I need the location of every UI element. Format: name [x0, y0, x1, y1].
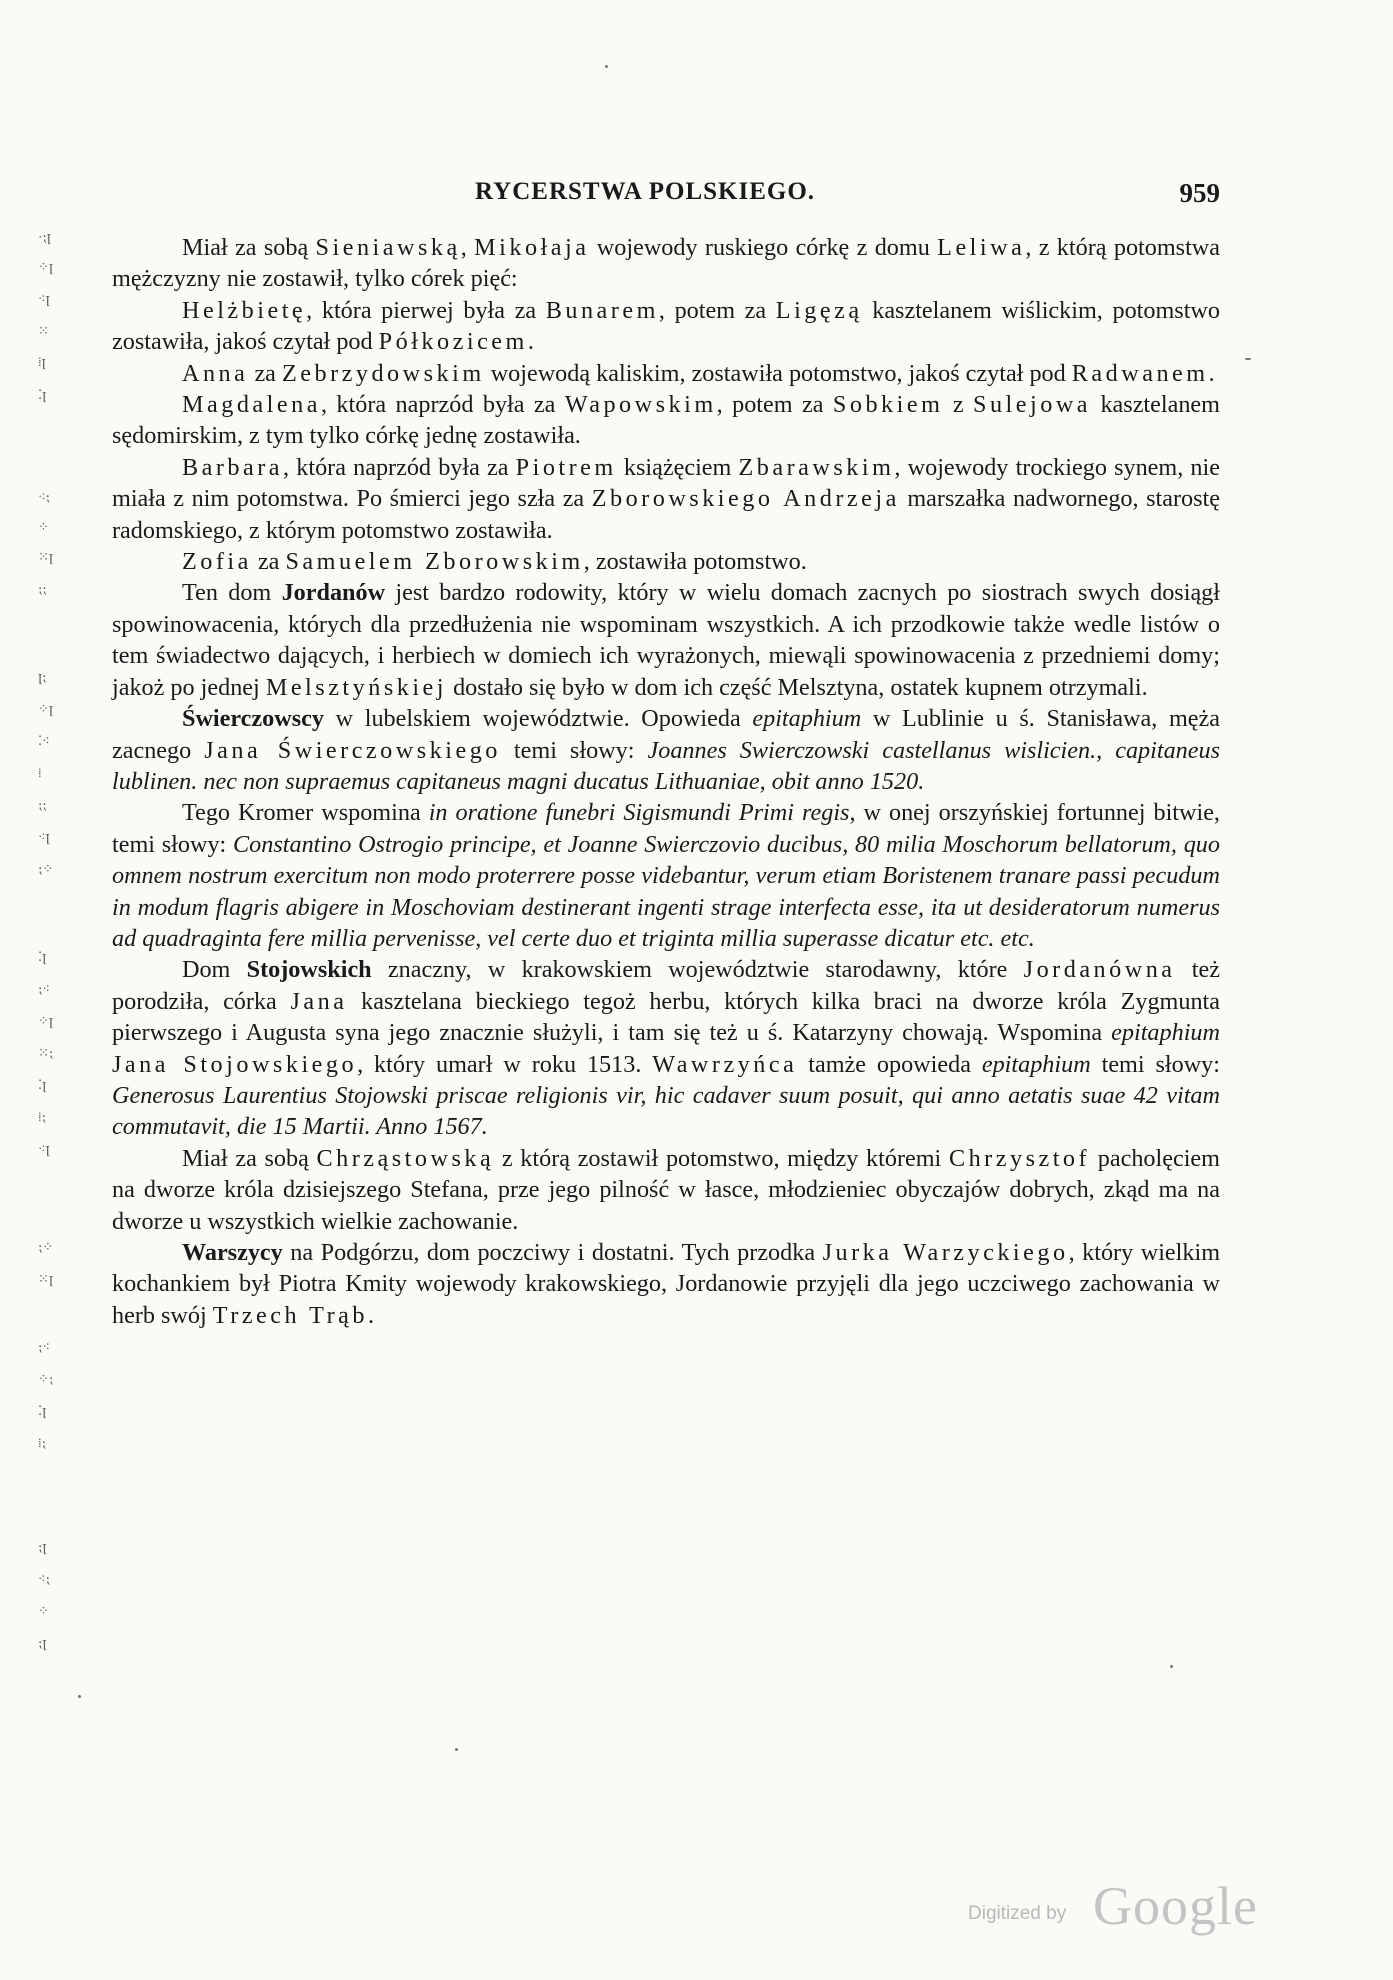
italic-text: Joannes Swierczowski castellanus wislicien., capitaneus lublinen. nec non supraemus capitaneus magni ducatus Lithuaniae, obit anno 1520. [112, 736, 1221, 795]
text-run: dostało się było w dom ich część Melsztyna, ostatek kupnem otrzymali. [447, 673, 1148, 701]
text-run: , która naprzód była za [320, 391, 565, 419]
running-header [110, 178, 1220, 218]
text-run: temi słowy: [500, 736, 648, 764]
running-title: RYCERSTWA POLSKIEGO. [475, 178, 816, 205]
paragraph [112, 232, 1220, 295]
bold-name: Warszycy [182, 1239, 283, 1266]
text-run: znaczny, w krakowskiem województwie starodawny, które [371, 956, 1024, 984]
spaced-name: Ligęzą [775, 296, 863, 324]
italic-text: epitaphium [981, 1050, 1091, 1078]
text-run: , która naprzód była za [283, 453, 516, 481]
spaced-name: Zbarawskim [738, 453, 895, 481]
text-run: w Lublinie u ś. Stanisława, męża zacnego [112, 705, 1220, 764]
italic-text: epitaphium [752, 705, 862, 733]
text-run: temi słowy: [1090, 1050, 1221, 1078]
text-run: za [248, 359, 282, 387]
paragraph [112, 546, 1220, 577]
paragraph [112, 389, 1220, 452]
spaced-name: Barbara [182, 453, 284, 481]
google-logo: Google [1093, 1876, 1258, 1936]
paragraph [112, 452, 1220, 546]
spaced-name: Trzech Trąb [212, 1301, 368, 1329]
italic-text: Constantino Ostrogio principe, et Joanne Swierczovio ducibus, 80 milia Moschorum bellatorum, quo omnem nostrum exercitum non modo proterrere posse videbantur, verum etiam Boristenem tranare passi pecudum in modum flagris abigere in Moschoviam destinerant ingenti strage interfecta esse, ita ut desideratorum numerus ad quadraginta fere millia pervenisse, vel certe duo et triginta millia superasse dicatur etc. etc. [112, 830, 1220, 952]
text-run: . [1208, 359, 1215, 387]
text-run: , wojewody trockiego synem, nie miała z nim potomstwa. Po śmierci jego szła za [112, 453, 1220, 513]
paragraph [112, 1143, 1220, 1237]
spaced-name: Samuelem Zborowskim [285, 548, 584, 576]
text-run: tamże opowieda [797, 1050, 982, 1078]
text-run: kasztelanem wiślickim, potomstwo zostawiła, jakoś czytał pod [112, 296, 1220, 356]
paragraph [112, 295, 1220, 358]
spaced-name: Wawrzyńca [652, 1050, 798, 1078]
text-run: Tego Kromer wspomina [182, 799, 429, 827]
speck [78, 1695, 81, 1698]
text-run: marszałka nadwornego, starostę radomskiego, z którym potomstwo zostawiła. [112, 485, 1220, 544]
paragraph [112, 797, 1220, 954]
spaced-name: Jana [290, 987, 348, 1015]
text-run: , która pierwej była za [306, 296, 546, 324]
spaced-name: Chrzysztof [948, 1144, 1091, 1172]
spaced-name: Anna [182, 359, 249, 387]
paragraph [112, 358, 1220, 389]
speck [605, 65, 608, 68]
spaced-name: Zofia [182, 548, 252, 576]
spaced-name: Mikołaja [474, 234, 590, 261]
text-run: na Podgórzu, dom poczciwy i dostatni. Tych przodka [282, 1239, 823, 1266]
text-run: jest bardzo rodowity, który w wielu domach zacnych po siostrach swych dosiągł spowinowacenia, których dla przedłużenia nie wspominam wszystkich. A ich przodkowie także wedle listów o tem świadectwo dających, i herbiech w domiech ich wyrażonych, miewąli spowinowacenia z przedniemi domy; jakoż po jednej [112, 579, 1220, 701]
spaced-name: Magdalena [182, 391, 321, 419]
text-run: , w onej orszyńskiej fortunnej bitwie, temi słowy: [112, 799, 1220, 858]
text-run: kasztelanem sędomirskim, z tym tylko córkę jednę zostawiła. [112, 391, 1220, 450]
text-run: Miał za sobą [182, 234, 316, 261]
text-run: z [943, 391, 973, 419]
text-run: , potem za [658, 296, 776, 324]
paragraph [112, 703, 1220, 797]
text-run: z którą zostawił potomstwo, między któremi [494, 1144, 949, 1172]
digitization-watermark [968, 1867, 1278, 1937]
spaced-name: Zborowskiego Andrzeja [591, 485, 900, 513]
spaced-name: Półkozicem [378, 328, 528, 356]
text-run: wojewodą kaliskim, zostawiła potomstwo, jakoś czytał pod [484, 359, 1072, 387]
spaced-name: Piotrem [515, 453, 617, 481]
italic-text: epitaphium [1111, 1019, 1220, 1047]
text-run: , zostawiła potomstwo. [583, 548, 807, 576]
speck [1170, 1665, 1173, 1668]
text-run: też porodziła, córka [112, 956, 1220, 1015]
spaced-name: Chrząstowską [316, 1144, 495, 1172]
spaced-name: Sieniawską [315, 234, 461, 261]
text-run: . [527, 328, 534, 356]
text-run: , [460, 234, 475, 261]
digitized-by-label: Digitized by [968, 1903, 1067, 1924]
page-number: 959 [1179, 178, 1220, 208]
paragraph [112, 577, 1220, 703]
text-run: książęciem [616, 453, 739, 481]
text-run: za [251, 548, 286, 576]
bold-name: Stojowskich [246, 956, 372, 984]
spaced-name: Radwanem [1071, 359, 1209, 387]
text-run: , z którą potomstwa mężczyzny nie zostawił, tylko córek pięć: [112, 234, 1221, 293]
spaced-name: Zebrzydowskim [281, 359, 485, 387]
speck [455, 1748, 458, 1751]
spaced-name: Melsztyńskiej [265, 673, 448, 701]
paragraph [112, 1237, 1220, 1331]
spaced-name: Helżbietę [182, 296, 307, 324]
margin-bleed-through: ·⁏ꞁ ⁘ꞁ ⁖ꞁ ⁙ ⁞ꞁ ⁚ꞁ ⁖⁏ ⁘ ⁙ꞁ ⁏⁏ ꞁ⁏ ⁘ꞁ ⁚⁖ ⁞ ⁏⁏ ⁖ꞁ ⁏⁘ ⁚ꞁ ⁏⁖ ⁘ꞁ ⁙⁏ ⁚ꞁ ⁞⁏ ⁖ꞁ ⁏⁘ ⁙ꞁ ⁏⁖ ⁘⁏ ⁚ꞁ ⁞⁏ ⁏ꞁ ⁖⁏ ⁘ ⁏ꞁ [38, 229, 54, 1650]
text-run: w lubelskiem województwie. Opowieda [323, 705, 753, 733]
spaced-name: Jana Świerczowskiego [204, 736, 501, 764]
text-run: pacholęciem na dworze króla dzisiejszego Stefana, prze jego pilność w łasce, młodzieniec obyczajów dobrych, zkąd ma na dworze u wszystkich wielkie zachowanie. [112, 1144, 1220, 1235]
spaced-name: Bunarem [545, 296, 659, 324]
paragraph [112, 954, 1220, 1142]
text-run: wojewody ruskiego córkę z domu [589, 234, 938, 261]
spaced-name: Jurka Warzyckiego [822, 1239, 1069, 1266]
text-run: , który umarł w roku 1513. [357, 1050, 653, 1078]
spaced-name: Sobkiem [832, 391, 944, 419]
bold-name: Świerczowscy [182, 705, 324, 733]
text-run: kasztelana bieckiego tegoż herbu, których kilka braci na dworze króla Zygmunta pierwszego i Augusta syna jego znacznie służyli, i tam się też u ś. Katarzyny chowają. Wspomina [112, 987, 1220, 1047]
spaced-name: Jordanówna [1023, 956, 1176, 984]
text-run: , potem za [716, 391, 833, 419]
italic-text: in oratione funebri Sigismundi Primi regis [428, 799, 850, 827]
text-run: . [367, 1301, 375, 1329]
spaced-name: Jana Stojowskiego [112, 1050, 358, 1078]
bold-name: Jordanów [281, 579, 386, 607]
spaced-name: Sulejowa [973, 391, 1092, 419]
body-text [112, 232, 1220, 1331]
spaced-name: Leliwa [937, 234, 1026, 261]
text-run: , który wielkim kochankiem był Piotra Kmity wojewody krakowskiego, Jordanowie przyjęli dla jego uczciwego zachowania w herb swój [112, 1239, 1221, 1329]
italic-text: Generosus Laurentius Stojowski priscae religionis vir, hic cadaver suum posuit, qui anno aetatis suae 42 vitam commutavit, die 15 Martii. Anno 1567. [112, 1081, 1220, 1141]
text-run: Dom [182, 956, 247, 984]
speck [1245, 358, 1251, 360]
text-run: Ten dom [182, 579, 282, 607]
text-run: Miał za sobą [182, 1144, 317, 1172]
spaced-name: Wapowskim [564, 391, 717, 419]
